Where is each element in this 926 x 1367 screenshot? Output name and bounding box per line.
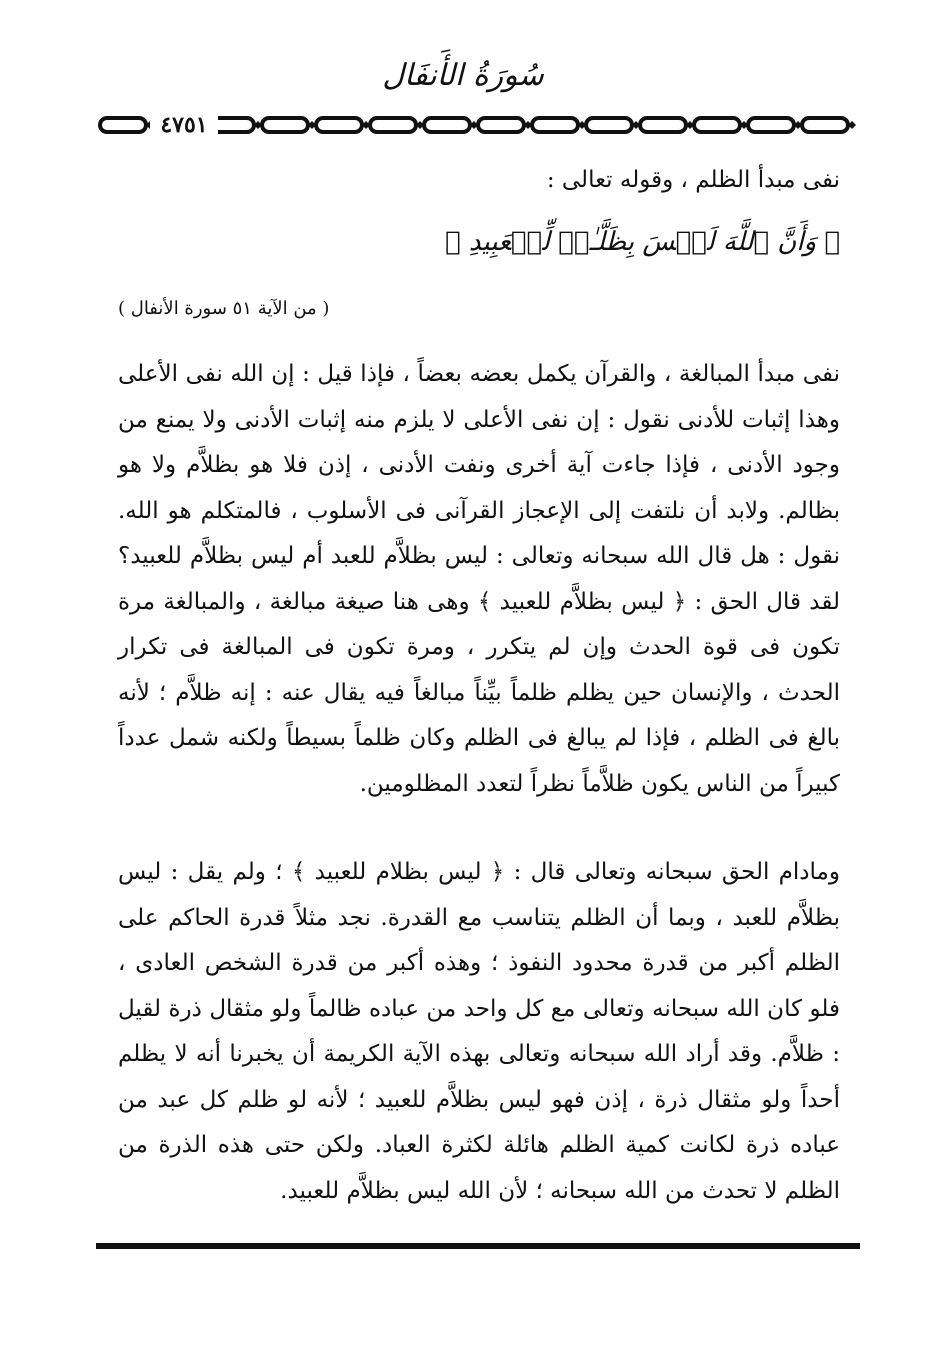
border-link — [532, 118, 578, 132]
quran-verse: ﴿ وَأَنَّ ٱللَّهَ لَيۡسَ بِظَلَّـٰمٖ لِّلۡعَبِيدِ ﴾ — [444, 227, 840, 257]
border-link — [316, 118, 362, 132]
page-number: ٤٧٥١ — [150, 111, 218, 139]
paragraph-1: نفى مبدأ المبالغة ، والقرآن يكمل بعضه بعضاً ، فإذا قيل : إن الله نفى الأعلى وهذا إثبات للأدنى نقول : إن نفى الأعلى لا يلزم منه إثبات الأدنى ولا يمنع من وجود الأدنى ، فإذا جاءت آية أخرى ونفت الأدنى ، إذن فلا هو بظلاَّم ولا هو بظالم. ولابد أن نلتفت إلى الإعجاز القرآنى فى الأسلوب ، فالمتكلم هو الله. نقول : هل قال الله سبحانه وتعالى : ليس بظلاَّم للعبد أم ليس بظلاَّم للعبيد؟ لقد قال الحق : ﴿ ليس بظلاَّم للعبيد ﴾ وهى هنا صيغة مبالغة ، والمبالغة مرة تكون فى قوة الحدث وإن لم يتكرر ، ومرة تكون فى المبالغة فى تكرار الحدث ، والإنسان حين يظلم ظلماً بيِّناً مبالغاً فيه يقال عنه : إنه ظلاَّم ؛ لأنه بالغ فى الظلم ، فإذا لم يبالغ فى الظلم وكان ظلماً بسيطاً ولكنه شمل عدداً كبيراً من الناس يكون ظلاَّماً نظراً لتعدد المظلومين. — [118, 361, 840, 797]
paragraph-2: ومادام الحق سبحانه وتعالى قال : ﴿ ليس بظلام للعبيد ﴾ ؛ ولم يقل : ليس بظلاَّم للعبد ، وبما أن الظلم يتناسب مع القدرة. نجد مثلاً قدرة الحاكم على الظلم أكبر من قدرة محدود النفوذ ؛ وهذه أكبر من قدرة الشخص العادى ، فلو كان الله سبحانه وتعالى مع كل واحد من عباده ظالماً ولو مثقال ذرة لقيل : ظلاَّم. وقد أراد الله سبحانه وتعالى بهذه الآية الكريمة أن يخبرنا أنه لا يظلم أحداً ولو مثقال ذرة ، إذن فهو ليس بظلاَّم للعبيد ؛ لأنه لو ظلم كل عبد من عباده ذرة لكانت كمية الظلم هائلة لكثرة العباد. ولكن حتى هذه الذرة من الظلم لا تحدث من الله سبحانه ؛ لأن الله ليس بظلاَّم للعبيد. — [118, 859, 840, 1204]
border-link — [586, 118, 632, 132]
border-link — [262, 118, 308, 132]
border-link — [424, 118, 470, 132]
border-link — [748, 118, 794, 132]
border-link — [478, 118, 524, 132]
border-link — [370, 118, 416, 132]
border-link — [802, 118, 848, 132]
surah-title: سُورَةُ الأَنفَال — [382, 58, 544, 93]
border-link — [640, 118, 686, 132]
border-link — [694, 118, 740, 132]
verse-reference: ( من الآية ٥١ سورة الأنفال ) — [118, 298, 330, 319]
intro-line: نفى مبدأ الظلم ، وقوله تعالى : — [546, 167, 840, 193]
border-link — [100, 118, 146, 132]
footer-rule — [96, 1243, 860, 1249]
